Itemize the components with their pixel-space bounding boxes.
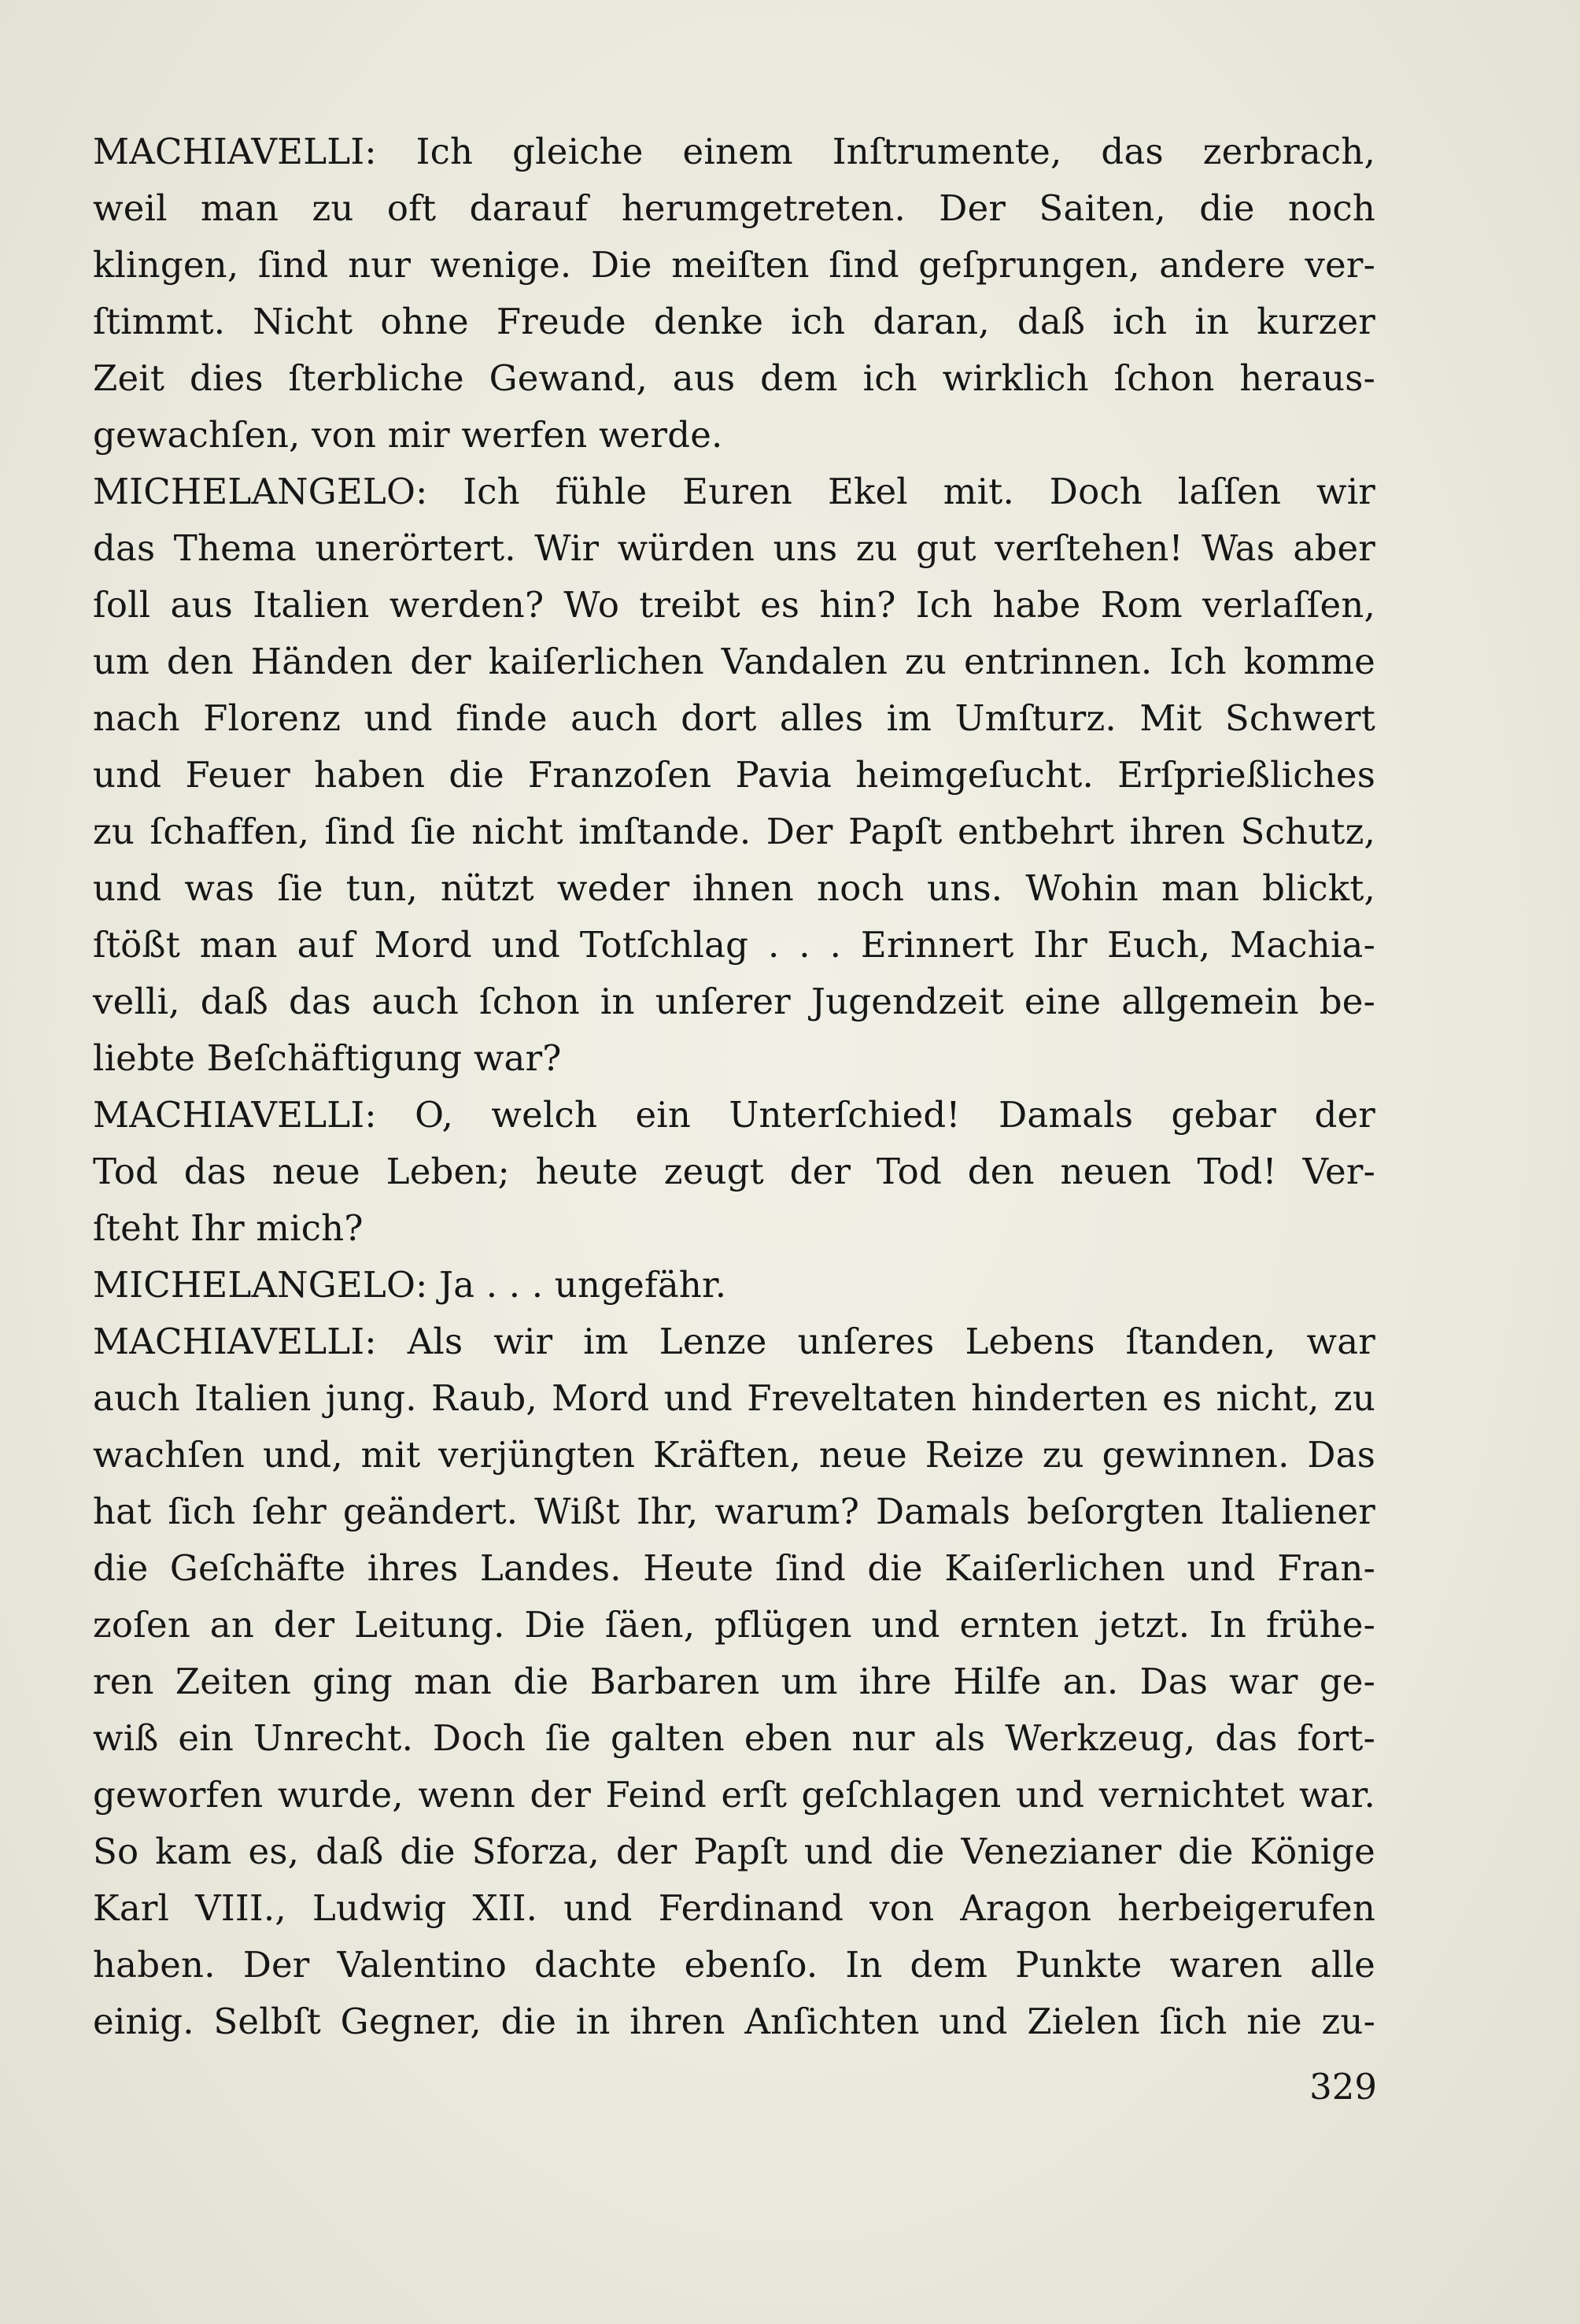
text-line: wiß ein Unrecht. Doch ſie galten eben nur als Werkzeug, das fort-: [93, 1717, 1375, 1759]
text-line: einig. Selbſt Gegner, die in ihren Anſichten und Zielen ſich nie zu-: [93, 2001, 1375, 2042]
text-line: haben. Der Valentino dachte ebenſo. In dem Punkte waren alle: [93, 1944, 1375, 1986]
text-line: So kam es, daß die Sforza, der Papſt und die Venezianer die Könige: [93, 1831, 1375, 1872]
text-line: die Geſchäfte ihres Landes. Heute ſind die Kaiſerlichen und Fran-: [93, 1547, 1375, 1589]
text-line: ren Zeiten ging man die Barbaren um ihre Hilfe an. Das war ge-: [93, 1661, 1375, 1702]
text-line: geworfen wurde, wenn der Feind erſt geſchlagen und vernichtet war.: [93, 1774, 1375, 1816]
text-line: MACHIAVELLI: Als wir im Lenze unſeres Lebens ſtanden, war: [93, 1321, 1375, 1362]
text-line: zoſen an der Leitung. Die ſäen, pflügen und ernten jetzt. In frühe-: [93, 1604, 1375, 1646]
text-line: und was ſie tun, nützt weder ihnen noch uns. Wohin man blickt,: [93, 867, 1375, 909]
text-line: Karl VIII., Ludwig XII. und Ferdinand von Aragon herbeigerufen: [93, 1887, 1375, 1929]
text-line: und Feuer haben die Franzoſen Pavia heimgeſucht. Erſprießliches: [93, 754, 1375, 796]
text-line: ſteht Ihr mich?: [93, 1207, 364, 1249]
text-line: MICHELANGELO: Ich fühle Euren Ekel mit. Doch laſſen wir: [93, 471, 1375, 512]
text-line: das Thema unerörtert. Wir würden uns zu gut verſtehen! Was aber: [93, 527, 1375, 569]
text-line: velli, daß das auch ſchon in unſerer Jugendzeit eine allgemein be-: [93, 981, 1375, 1022]
text-line: um den Händen der kaiſerlichen Vandalen zu entrinnen. Ich komme: [93, 641, 1375, 682]
text-line: gewachſen, von mir werfen werde.: [93, 414, 723, 456]
text-line: klingen, ſind nur wenige. Die meiſten ſind geſprungen, andere ver-: [93, 244, 1375, 286]
text-line: ſoll aus Italien werden? Wo treibt es hin? Ich habe Rom verlaſſen,: [93, 584, 1375, 626]
text-line: Tod das neue Leben; heute zeugt der Tod den neuen Tod! Ver-: [93, 1151, 1375, 1192]
text-block: [93, 124, 1375, 2050]
text-line: wachſen und, mit verjüngten Kräften, neue Reize zu gewinnen. Das: [93, 1434, 1375, 1476]
text-line: hat ſich ſehr geändert. Wißt Ihr, warum? Damals beſorgten Italiener: [93, 1491, 1375, 1532]
text-line: weil man zu oft darauf herumgetreten. Der Saiten, die noch: [93, 187, 1375, 229]
text-line: zu ſchaffen, ſind ſie nicht imſtande. Der Papſt entbehrt ihren Schutz,: [93, 811, 1375, 852]
text-line: MACHIAVELLI: O, welch ein Unterſchied! Damals gebar der: [93, 1094, 1375, 1136]
page-number: 329: [1309, 2066, 1377, 2108]
text-line: MACHIAVELLI: Ich gleiche einem Inſtrumente, das zerbrach,: [93, 131, 1375, 172]
text-line: liebte Beſchäftigung war?: [93, 1037, 562, 1079]
text-line: nach Florenz und finde auch dort alles im Umſturz. Mit Schwert: [93, 697, 1375, 739]
text-line: MICHELANGELO: Ja . . . ungefähr.: [93, 1264, 727, 1306]
text-line: ſtimmt. Nicht ohne Freude denke ich daran, daß ich in kurzer: [93, 301, 1375, 342]
text-line: ſtößt man auf Mord und Totſchlag . . . Erinnert Ihr Euch, Machia-: [93, 924, 1375, 966]
text-line: auch Italien jung. Raub, Mord und Freveltaten hinderten es nicht, zu: [93, 1377, 1375, 1419]
text-line: Zeit dies ſterbliche Gewand, aus dem ich wirklich ſchon heraus-: [93, 357, 1375, 399]
